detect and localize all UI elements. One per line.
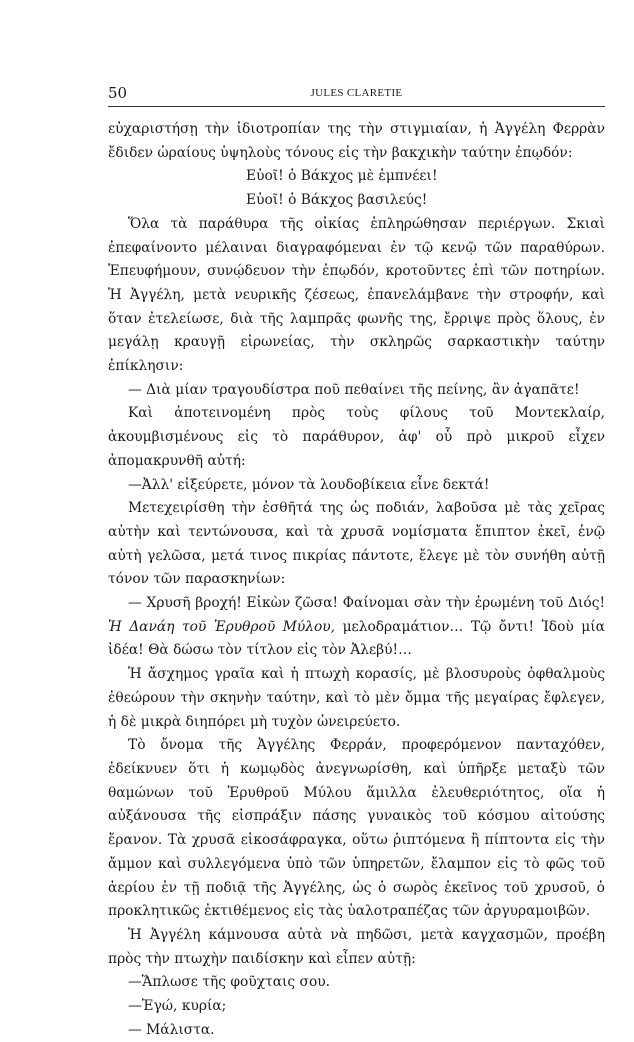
verse-line-2: Εὐοῖ! ὁ Βάκχος βασιλεύς! [246, 192, 428, 209]
paragraph-2: Ὅλα τὰ παράθυρα τῆς οἰκίας ἐπληρώθησαν περιέργων. Σκιαὶ ἐπεφαίνοντο μέλαιναι διαγραφόμεναι ἐν τῷ κενῷ τῶν παραθύρων. Ἐπευφήμουν, συνῴδευον τὴν ἐπῳδόν, κροτοῦντες ἐπὶ τῶν ποτηρίων. Ἡ Ἀγγέλη, μετὰ νευρικῆς ζέσεως, ἐπανελάμβανε τὴν στροφήν, καὶ ὅταν ἐτελείωσε, διὰ τῆς λαμπρᾶς φωνῆς της, ἔρριψε πρὸς ὅλους, ἐν μεγάλῃ κραυγῇ εἰρωνείας, τὴν σκληρῶς σαρκαστικὴν ταύτην ἐπίκλησιν: [108, 215, 605, 375]
dialogue-line-5: —Ἐγώ, κυρία; [128, 998, 227, 1015]
paragraph-1: εὐχαριστήσῃ τὴν ἰδιοτροπίαν της τὴν στιγμιαίαν, ἡ Ἀγγέλη Φερρὰν ἔδιδεν ὡραίους ὑψηλοὺς τόνους εἰς τὴν βακχικὴν ταύτην ἐπῳδόν: [108, 121, 605, 161]
page-number: 50 [108, 84, 128, 102]
running-head: JULES CLARETIE [310, 87, 403, 99]
dialogue-line-3-end: μελοδραμάτιον… Τῷ ὄντι! Ἰδοὺ μία ἰδέα! Θὰ δώσω τὸν τίτλον εἰς τὸν Ἀλεβύ!… [108, 618, 605, 659]
paragraph-5: Ἡ ἄσχημος γραῖα καὶ ἡ πτωχὴ κορασίς, μὲ βλοσυροὺς ὀφθαλμοὺς ἐθεώρουν τὴν σκηνὴν ταύτην, καὶ τὸ μὲν ὄμμα τῆς μεγαίρας ἔφλεγεν, ἡ δὲ μικρὰ διηπόρει μὴ τυχὸν ὠνειρεύετο. [108, 666, 605, 730]
dialogue-line-4: —Ἅπλωσε τῆς φοῦχταις σου. [128, 974, 331, 991]
dialogue-line-6: — Μάλιστα. [128, 1021, 215, 1038]
dialogue-line-3 [108, 592, 605, 663]
page-body [108, 118, 605, 1042]
dialogue-line-3-start: — Χρυσῆ βροχή! Εἰκὼν ζῶσα! Φαίνομαι σὰν τὴν ἐρωμένη τοῦ Διός! [128, 595, 605, 612]
dialogue-line-1: — Διὰ μίαν τραγουδίστρα ποῦ πεθαίνει τῆς πείνης, ἂν ἀγαπᾶτε! [128, 381, 580, 398]
page-header [108, 84, 605, 107]
paragraph-7: Ἡ Ἀγγέλη κάμνουσα αὐτὰ νὰ πηδῶσι, μετὰ καγχασμῶν, προέβη πρὸς τὴν πτωχὴν παιδίσκην καὶ εἶπεν αὐτῇ: [108, 926, 605, 967]
dialogue-line-2: —Ἀλλ' εἰξεύρετε, μόνον τὰ λουδοβίκεια εἶνε δεκτά! [128, 476, 490, 493]
paragraph-3: Καὶ ἀποτεινομένη πρὸς τοὺς φίλους τοῦ Μοντεκλαίρ, ἀκουμβισμένους εἰς τὸ παράθυρον, ἀφ' οὗ πρὸ μικροῦ εἶχεν ἀπομακρυνθῆ αὐτή: [108, 405, 605, 469]
paragraph-4: Μετεχειρίσθη τὴν ἐσθῆτά της ὡς ποδιάν, λαβοῦσα μὲ τὰς χεῖρας αὐτὴν καὶ τεντώνουσα, καὶ τὰ χρυσᾶ νομίσματα ἔπιπτον ἐκεῖ, ἐνῷ αὐτὴ γελῶσα, μετά τινος πικρίας πάντοτε, ἔλεγε μὲ τὸν συνήθη αὐτῇ τόνον τῶν παρασκηνίων: [108, 500, 605, 588]
verse-line-1: Εὐοῖ! ὁ Βάκχος μὲ ἐμπνέει! [246, 168, 438, 185]
paragraph-6: Τὸ ὄνομα τῆς Ἀγγέλης Φερράν, προφερόμενον πανταχόθεν, ἐδείκνυεν ὅτι ἡ κωμῳδὸς ἀνεγνωρίσθη, καὶ ὑπῆρξε μεταξὺ τῶν θαμώνων τοῦ Ἐρυθροῦ Μύλου ἅμιλλα ἐλευθεριότητος, οἵα ἡ αὐξάνουσα τῆς εἰσπράξιν πάσης γυναικὸς τοῦ κόσμου αἰτούσης ἔρανον. Τὰ χρυσᾶ εἰκοσάφραγκα, οὕτω ῥιπτόμενα ἢ πίπτοντα εἰς τὴν ἄμμον καὶ συλλεγόμενα ὑπὸ τῶν ὑπηρετῶν, ἔλαμπον εἰς τὸ φῶς τοῦ ἀερίου ἐν τῇ ποδιᾷ τῆς Ἀγγέλης, ὡς ὁ σωρὸς ἐκεῖνος τοῦ χρυσοῦ, ὁ προκλητικῶς ἐκτιθέμενος εἰς τὰς ὑαλοτραπέζας τῶν ἀργυραμοιβῶν. [108, 737, 605, 920]
operetta-title: Ἡ Δανάη τοῦ Ἐρυθροῦ Μύλου, [108, 618, 336, 635]
